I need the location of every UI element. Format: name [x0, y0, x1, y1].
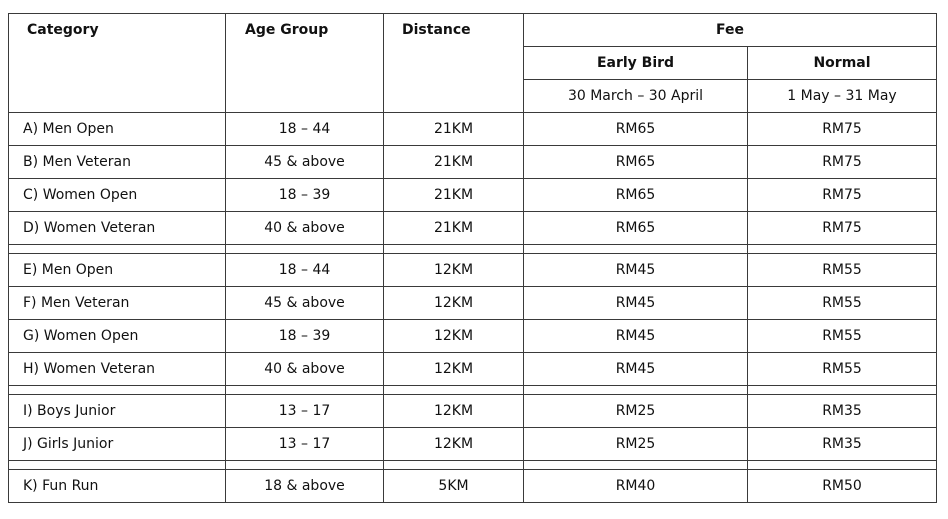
table-row — [9, 179, 937, 212]
cell-distance: 12KM — [384, 395, 524, 428]
cell-age-group: 40 & above — [226, 212, 384, 245]
fee-table-container — [8, 13, 937, 503]
cell-normal-fee: RM75 — [748, 113, 937, 146]
cell-normal-fee: RM35 — [748, 395, 937, 428]
table-row — [9, 146, 937, 179]
cell-distance: 12KM — [384, 428, 524, 461]
cell-early-bird-fee: RM65 — [524, 113, 748, 146]
table-body — [9, 113, 937, 503]
separator-cell — [9, 245, 226, 254]
separator-cell — [384, 461, 524, 470]
header-distance: Distance — [384, 14, 524, 113]
table-row — [9, 470, 937, 503]
separator-cell — [748, 461, 937, 470]
cell-age-group: 18 – 39 — [226, 179, 384, 212]
table-row — [9, 395, 937, 428]
table-row — [9, 287, 937, 320]
cell-early-bird-fee: RM45 — [524, 287, 748, 320]
header-fee: Fee — [524, 14, 937, 47]
cell-category: E) Men Open — [9, 254, 226, 287]
separator-cell — [9, 461, 226, 470]
cell-distance: 12KM — [384, 353, 524, 386]
cell-normal-fee: RM75 — [748, 212, 937, 245]
early-bird-period: 30 March – 30 April — [524, 80, 748, 113]
group-separator-row — [9, 245, 937, 254]
cell-distance: 12KM — [384, 287, 524, 320]
cell-age-group: 18 – 39 — [226, 320, 384, 353]
separator-cell — [384, 245, 524, 254]
separator-cell — [9, 386, 226, 395]
cell-category: C) Women Open — [9, 179, 226, 212]
cell-early-bird-fee: RM65 — [524, 146, 748, 179]
header-category: Category — [9, 14, 226, 113]
separator-cell — [226, 386, 384, 395]
cell-early-bird-fee: RM45 — [524, 320, 748, 353]
cell-age-group: 40 & above — [226, 353, 384, 386]
separator-cell — [384, 386, 524, 395]
separator-cell — [524, 245, 748, 254]
cell-category: H) Women Veteran — [9, 353, 226, 386]
header-early-bird: Early Bird — [524, 47, 748, 80]
cell-early-bird-fee: RM45 — [524, 353, 748, 386]
table-row — [9, 212, 937, 245]
cell-normal-fee: RM55 — [748, 320, 937, 353]
separator-cell — [524, 386, 748, 395]
normal-period: 1 May – 31 May — [748, 80, 937, 113]
cell-early-bird-fee: RM25 — [524, 428, 748, 461]
cell-distance: 21KM — [384, 113, 524, 146]
separator-cell — [748, 386, 937, 395]
cell-normal-fee: RM35 — [748, 428, 937, 461]
cell-category: J) Girls Junior — [9, 428, 226, 461]
group-separator-row — [9, 461, 937, 470]
table-row — [9, 113, 937, 146]
separator-cell — [748, 245, 937, 254]
race-fee-table — [8, 13, 937, 503]
cell-early-bird-fee: RM40 — [524, 470, 748, 503]
cell-age-group: 18 – 44 — [226, 254, 384, 287]
table-row — [9, 353, 937, 386]
table-row — [9, 254, 937, 287]
cell-early-bird-fee: RM45 — [524, 254, 748, 287]
cell-distance: 12KM — [384, 254, 524, 287]
cell-age-group: 13 – 17 — [226, 395, 384, 428]
cell-age-group: 18 & above — [226, 470, 384, 503]
cell-age-group: 13 – 17 — [226, 428, 384, 461]
table-row — [9, 428, 937, 461]
cell-category: K) Fun Run — [9, 470, 226, 503]
cell-category: I) Boys Junior — [9, 395, 226, 428]
separator-cell — [226, 245, 384, 254]
cell-distance: 5KM — [384, 470, 524, 503]
cell-early-bird-fee: RM25 — [524, 395, 748, 428]
cell-age-group: 45 & above — [226, 146, 384, 179]
cell-distance: 21KM — [384, 179, 524, 212]
table-header — [9, 14, 937, 113]
cell-category: G) Women Open — [9, 320, 226, 353]
cell-age-group: 45 & above — [226, 287, 384, 320]
group-separator-row — [9, 386, 937, 395]
separator-cell — [524, 461, 748, 470]
cell-distance: 21KM — [384, 212, 524, 245]
cell-category: A) Men Open — [9, 113, 226, 146]
cell-normal-fee: RM55 — [748, 353, 937, 386]
cell-distance: 12KM — [384, 320, 524, 353]
cell-normal-fee: RM75 — [748, 179, 937, 212]
cell-normal-fee: RM55 — [748, 254, 937, 287]
cell-normal-fee: RM75 — [748, 146, 937, 179]
cell-distance: 21KM — [384, 146, 524, 179]
cell-category: D) Women Veteran — [9, 212, 226, 245]
separator-cell — [226, 461, 384, 470]
cell-category: F) Men Veteran — [9, 287, 226, 320]
cell-category: B) Men Veteran — [9, 146, 226, 179]
cell-early-bird-fee: RM65 — [524, 179, 748, 212]
cell-age-group: 18 – 44 — [226, 113, 384, 146]
cell-early-bird-fee: RM65 — [524, 212, 748, 245]
header-normal: Normal — [748, 47, 937, 80]
table-row — [9, 320, 937, 353]
cell-normal-fee: RM55 — [748, 287, 937, 320]
header-age-group: Age Group — [226, 14, 384, 113]
cell-normal-fee: RM50 — [748, 470, 937, 503]
